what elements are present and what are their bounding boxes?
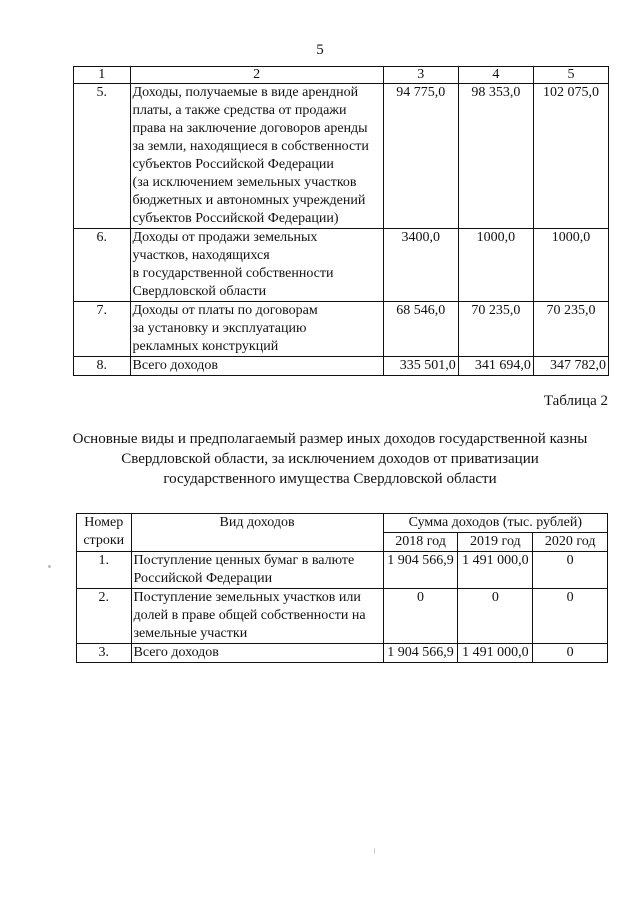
value-col-5: 1000,0 xyxy=(533,229,608,302)
table-caption: Таблица 2 xyxy=(543,393,608,409)
description-line: земельные участки xyxy=(133,626,248,641)
header-revenue-sum: Сумма доходов (тыс. рублей) xyxy=(383,514,607,533)
value-2018: 0 xyxy=(383,589,458,644)
header-line: Номер xyxy=(84,515,124,530)
row-description xyxy=(130,357,383,376)
column-number-3: 3 xyxy=(383,67,458,84)
value-col-4: 98 353,0 xyxy=(458,84,533,229)
description-line: Всего доходов xyxy=(132,358,218,373)
description-line: долей в праве общей собственности на xyxy=(133,608,366,623)
value-col-3: 335 501,0 xyxy=(383,357,458,376)
value-col-3: 3400,0 xyxy=(383,229,458,302)
other-revenue-table xyxy=(76,513,608,663)
table-row xyxy=(77,589,608,644)
row-description xyxy=(130,84,383,229)
table-row xyxy=(74,229,609,302)
description-line: Поступление ценных бумаг в валюте xyxy=(133,553,355,568)
value-2019: 0 xyxy=(458,589,533,644)
description-line: рекламных конструкций xyxy=(132,339,279,354)
table-header-row xyxy=(74,67,609,84)
row-description xyxy=(131,589,383,644)
page-number: 5 xyxy=(316,42,324,58)
row-number: 6. xyxy=(74,229,131,302)
title-line: Свердловской области, за исключением доходов от приватизации xyxy=(121,451,539,467)
row-description xyxy=(130,229,383,302)
table-total-row xyxy=(74,357,609,376)
row-number: 8. xyxy=(74,357,131,376)
value-2018: 1 904 566,9 xyxy=(383,552,458,589)
table-row xyxy=(74,84,609,229)
value-col-4: 70 235,0 xyxy=(458,302,533,357)
header-line: строки xyxy=(83,533,125,548)
value-col-4: 1000,0 xyxy=(458,229,533,302)
row-number: 5. xyxy=(74,84,131,229)
description-line: Всего доходов xyxy=(133,645,219,660)
table-total-row xyxy=(77,644,608,663)
value-2018: 1 904 566,9 xyxy=(383,644,458,663)
description-line: (за исключением земельных участков xyxy=(132,175,357,190)
row-number: 2. xyxy=(77,589,132,644)
row-number: 1. xyxy=(77,552,132,589)
table-header-row xyxy=(77,514,608,533)
description-line: Доходы, получаемые в виде арендной xyxy=(132,85,359,100)
value-col-3: 68 546,0 xyxy=(383,302,458,357)
value-col-4: 341 694,0 xyxy=(458,357,533,376)
column-number-1: 1 xyxy=(74,67,131,84)
description-line: права на заключение договоров аренды xyxy=(132,121,368,136)
header-year: 2019 год xyxy=(458,533,533,552)
description-line: субъектов Российской Федерации xyxy=(132,157,334,172)
row-description xyxy=(131,552,383,589)
value-col-5: 347 782,0 xyxy=(533,357,608,376)
value-col-5: 70 235,0 xyxy=(533,302,608,357)
description-line: Доходы от платы по договорам xyxy=(132,303,318,318)
description-line: участков, находящихся xyxy=(132,248,270,263)
table-row xyxy=(77,552,608,589)
scan-speck xyxy=(48,565,51,568)
table-title xyxy=(60,429,600,489)
scan-speck xyxy=(374,848,375,854)
title-line: Основные виды и предполагаемый размер иных доходов государственной казны xyxy=(72,431,588,447)
description-line: субъектов Российской Федерации) xyxy=(132,211,339,226)
header-revenue-kind: Вид доходов xyxy=(131,514,383,552)
value-2020: 0 xyxy=(533,644,608,663)
header-year: 2020 год xyxy=(533,533,608,552)
value-col-5: 102 075,0 xyxy=(533,84,608,229)
description-line: Свердловской области xyxy=(132,284,267,299)
description-line: Доходы от продажи земельных xyxy=(132,230,318,245)
value-2019: 1 491 000,0 xyxy=(458,552,533,589)
description-line: за земли, находящиеся в собственности xyxy=(132,139,369,154)
table-row xyxy=(74,302,609,357)
title-line: государственного имущества Свердловской области xyxy=(163,471,497,487)
header-year: 2018 год xyxy=(383,533,458,552)
value-col-3: 94 775,0 xyxy=(383,84,458,229)
row-description xyxy=(131,644,383,663)
value-2020: 0 xyxy=(533,589,608,644)
description-line: за установку и эксплуатацию xyxy=(132,321,307,336)
description-line: в государственной собственности xyxy=(132,266,334,281)
header-row-number xyxy=(77,514,132,552)
column-number-4: 4 xyxy=(458,67,533,84)
value-2019: 1 491 000,0 xyxy=(458,644,533,663)
description-line: бюджетных и автономных учреждений xyxy=(132,193,366,208)
column-number-5: 5 xyxy=(533,67,608,84)
description-line: Поступление земельных участков или xyxy=(133,590,361,605)
row-number: 7. xyxy=(74,302,131,357)
description-line: Российской Федерации xyxy=(133,571,273,586)
value-2020: 0 xyxy=(533,552,608,589)
row-description xyxy=(130,302,383,357)
description-line: платы, а также средства от продажи xyxy=(132,103,347,118)
column-number-2: 2 xyxy=(130,67,383,84)
revenue-table-continued xyxy=(73,66,609,376)
row-number: 3. xyxy=(77,644,132,663)
